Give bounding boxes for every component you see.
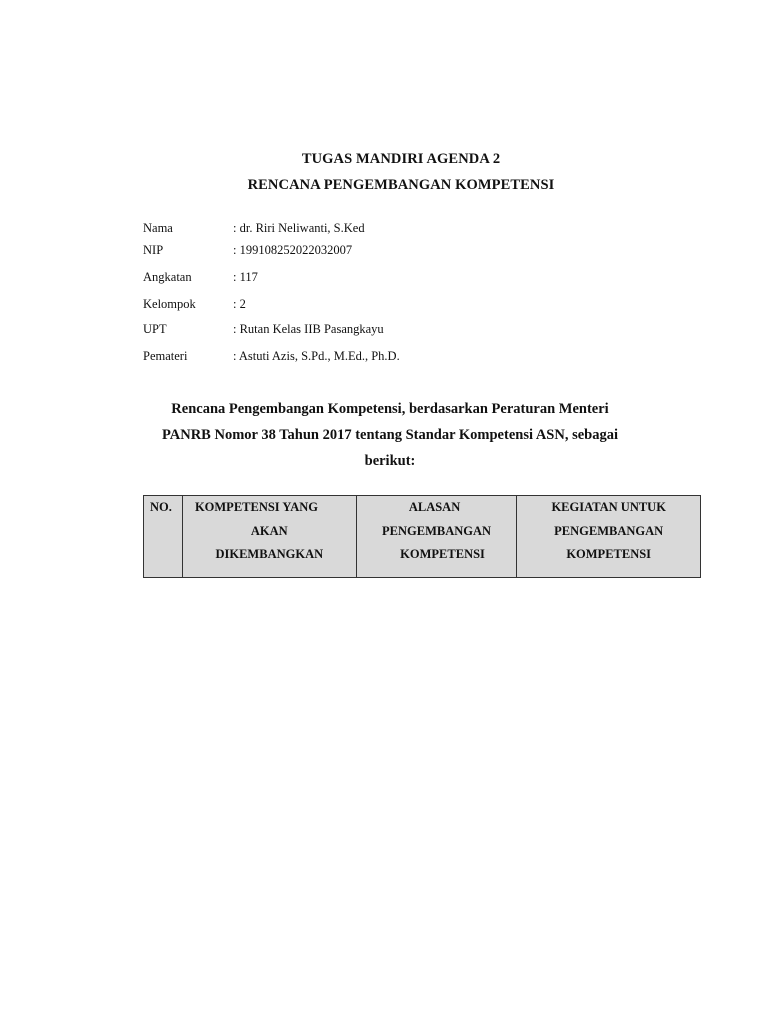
table-header-text: KOMPETENSI (400, 547, 485, 561)
identity-row-nip (143, 242, 352, 258)
table-header-alasan (356, 496, 517, 578)
identity-label: Kelompok (143, 297, 196, 311)
intro-line: Rencana Pengembangan Kompetensi, berdasarkan Peraturan Menteri (171, 401, 609, 417)
table-header-kompetensi (182, 496, 356, 578)
table-header-row (144, 496, 701, 578)
identity-value: : 117 (233, 270, 258, 284)
competency-table (143, 495, 701, 578)
table-header-text: ALASAN (408, 500, 461, 514)
identity-value: : Astuti Azis, S.Pd., M.Ed., Ph.D. (233, 349, 400, 363)
document-title-block (0, 146, 768, 198)
identity-row-pemateri (143, 348, 400, 364)
identity-label: Pemateri (143, 349, 188, 363)
document-subtitle: RENCANA PENGEMBANGAN KOMPETENSI (247, 177, 555, 193)
identity-row-nama (143, 220, 365, 236)
table-header-text: PENGEMBANGAN (554, 523, 664, 538)
table-header-text: DIKEMBANGKAN (215, 547, 324, 561)
identity-value: : 2 (233, 297, 246, 311)
table-header-text: NO. (150, 500, 172, 514)
table-header-no (144, 496, 183, 578)
identity-label: Angkatan (143, 270, 192, 284)
identity-value: : Rutan Kelas IIB Pasangkayu (233, 322, 384, 336)
intro-line: PANRB Nomor 38 Tahun 2017 tentang Standar Kompetensi ASN, sebagai (161, 427, 618, 443)
identity-value: : dr. Riri Neliwanti, S.Ked (233, 221, 365, 235)
identity-row-kelompok (143, 296, 246, 312)
table-header-text: PENGEMBANGAN (382, 523, 492, 538)
table-header-text: KOMPETENSI (566, 547, 652, 561)
table-header-text: AKAN (250, 523, 288, 538)
document-title: TUGAS MANDIRI AGENDA 2 (301, 151, 501, 167)
identity-label: Nama (143, 221, 173, 235)
table-header-text: KOMPETENSI YANG (194, 500, 318, 514)
table-header-text: KEGIATAN UNTUK (551, 500, 666, 514)
intro-paragraph (120, 396, 660, 474)
identity-label: NIP (143, 243, 164, 257)
identity-row-angkatan (143, 269, 258, 285)
table-header-kegiatan (517, 496, 701, 578)
identity-value: : 199108252022032007 (233, 243, 353, 257)
intro-line: berikut: (364, 453, 416, 469)
identity-row-upt (143, 321, 384, 337)
identity-label: UPT (143, 322, 167, 336)
